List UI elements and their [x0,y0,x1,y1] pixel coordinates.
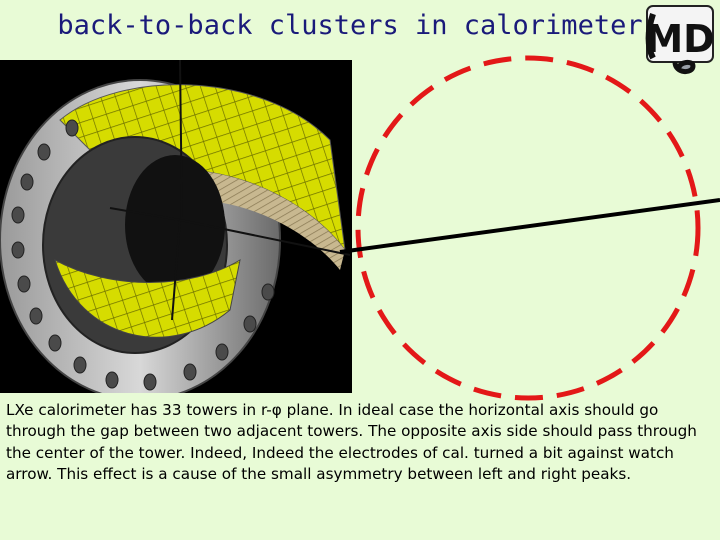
back-to-back-axis [340,200,720,252]
slide-title: back-to-back clusters in calorimeter [57,10,643,41]
cmd-logo [645,2,715,80]
dashed-circle [358,58,698,398]
slide-caption: LXe calorimeter has 33 towers in r-φ plane. In ideal case the horizontal axis should go through the gap between two adjacent towers. The opposite axis side should pass through the center of the tower. Indeed, Indeed the electrodes of cal. turned a bit against watch arrow. This effect is a cause of the small asymmetry between left and right peaks. [6,401,697,483]
calorimeter-3d-image [0,60,352,393]
svg-text:MD: MD [645,17,715,61]
